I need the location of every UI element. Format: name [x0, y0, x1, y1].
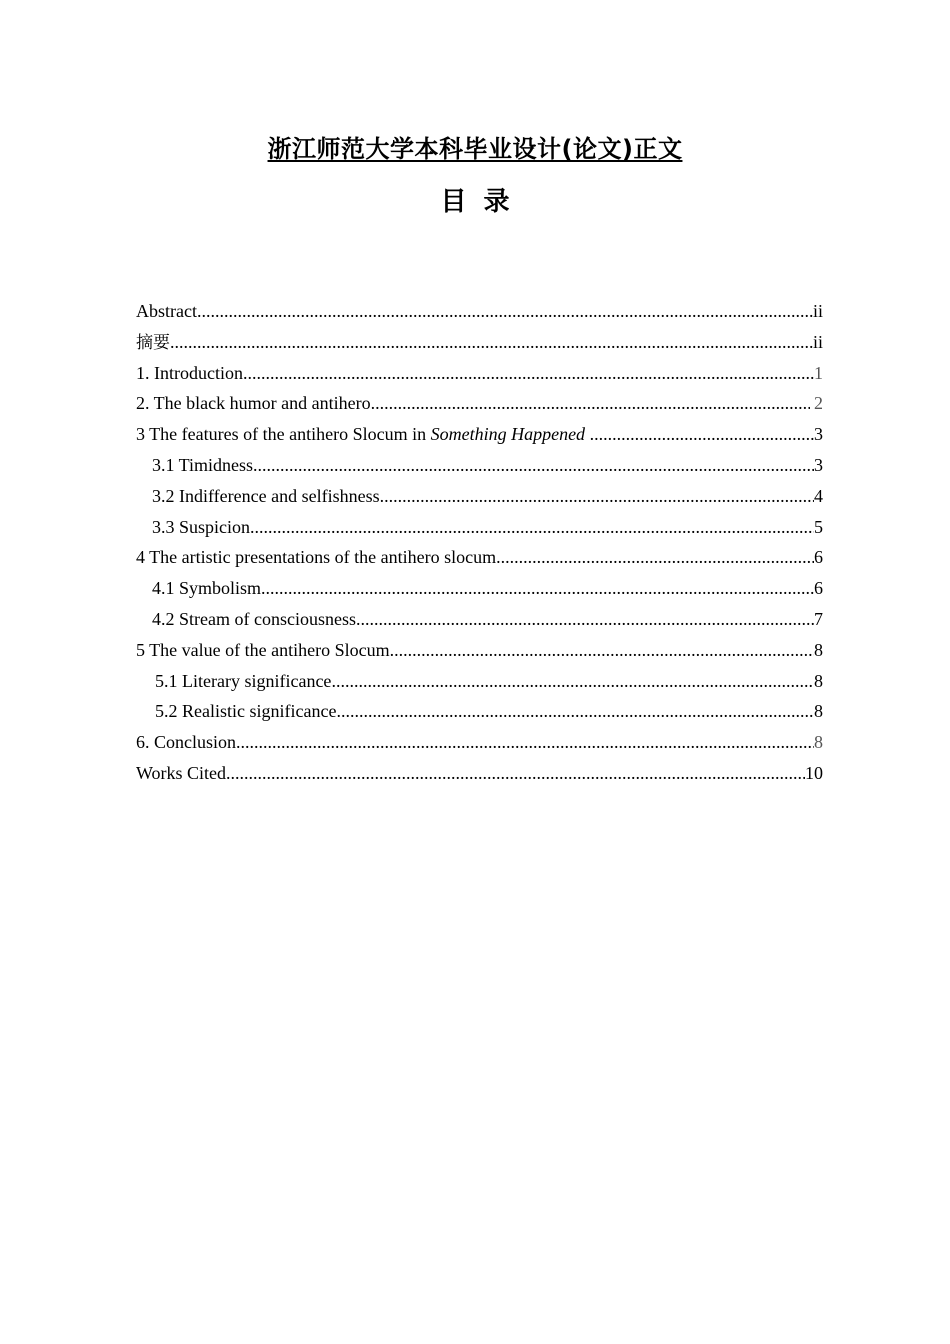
toc-entry-label: 4 The artistic presentations of the antihero slocum [136, 547, 497, 568]
toc-leader-dots [371, 388, 810, 419]
toc-entry-label: 5.2 Realistic significance [155, 701, 337, 722]
toc-entry-page: 6 [814, 578, 823, 599]
toc-leader-dots [261, 573, 814, 604]
toc-leader-dots [226, 758, 805, 789]
toc-leader-dots [590, 419, 814, 450]
toc-entry-page: 8 [814, 670, 823, 691]
toc-entry-literary-significance[interactable] [136, 666, 823, 697]
toc-leader-dots [380, 481, 814, 512]
toc-entry-page: 1 [814, 362, 823, 383]
toc-heading: 目 录 [440, 187, 510, 217]
toc-entry-timidness[interactable] [136, 450, 823, 481]
toc-entry-page: 3 [814, 424, 823, 445]
toc-entry-black-humor[interactable] [136, 388, 823, 419]
toc-entry-page: 2 [809, 393, 823, 414]
toc-entry-label: 6. Conclusion [136, 732, 237, 753]
toc-entry-label-italic: Something Happened [430, 424, 586, 445]
toc-entry-label: 5 The value of the antihero Slocum [136, 639, 390, 660]
toc-entry-label: 4.1 Symbolism [152, 578, 262, 599]
toc-entry-features[interactable] [136, 419, 823, 450]
toc-entry-page: 4 [814, 485, 823, 506]
toc-entry-abstract[interactable] [136, 296, 823, 327]
toc-entry-works-cited[interactable] [136, 758, 823, 789]
toc-entry-page: 8 [814, 639, 823, 660]
document-header-title [0, 132, 950, 166]
toc-entry-page: 5 [814, 516, 823, 537]
toc-entry-page: 10 [805, 762, 823, 783]
table-of-contents [136, 296, 823, 789]
toc-entry-page: 3 [814, 454, 823, 475]
toc-entry-label: Abstract [136, 301, 197, 321]
header-title-text: 浙江师范大学本科毕业设计(论文)正文 [267, 135, 683, 163]
toc-entry-suspicion[interactable] [136, 512, 823, 543]
toc-leader-dots [356, 604, 814, 635]
toc-entry-label: 3.1 Timidness [152, 454, 254, 475]
toc-leader-dots [336, 696, 814, 727]
toc-entry-label [136, 419, 590, 450]
toc-entry-label: 2. The black humor and antihero [136, 393, 371, 414]
toc-entry-page: 8 [814, 732, 823, 753]
toc-entry-label: 3.3 Suspicion [152, 516, 251, 537]
toc-leader-dots [236, 727, 814, 758]
toc-entry-label: 3.2 Indifference and selfishness [152, 485, 380, 506]
toc-entry-realistic-significance[interactable] [136, 696, 823, 727]
toc-leader-dots [243, 358, 814, 389]
toc-entry-page: ii [812, 301, 823, 321]
toc-entry-label [136, 327, 170, 359]
toc-entry-conclusion[interactable] [136, 727, 823, 758]
toc-entry-artistic-presentations[interactable] [136, 542, 823, 573]
toc-entry-symbolism[interactable] [136, 573, 823, 604]
toc-entry-page: 6 [814, 547, 823, 568]
toc-leader-dots [170, 327, 813, 358]
toc-leader-dots [331, 666, 814, 697]
toc-entry-label-text: 3 The features of the antihero Slocum in [136, 424, 431, 445]
toc-entry-chinese-abstract[interactable] [136, 327, 823, 358]
toc-leader-dots [253, 450, 814, 481]
toc-entry-label: 4.2 Stream of consciousness [152, 608, 356, 629]
toc-entry-stream-of-consciousness[interactable] [136, 604, 823, 635]
toc-entry-introduction[interactable] [136, 358, 823, 389]
toc-leader-dots [250, 512, 814, 543]
toc-leader-dots [197, 296, 813, 327]
toc-entry-page: ii [812, 331, 823, 352]
toc-entry-indifference[interactable] [136, 481, 823, 512]
toc-leader-dots [390, 635, 814, 666]
toc-entry-page: 8 [814, 701, 823, 722]
toc-entry-label: Works Cited [136, 762, 227, 783]
toc-leader-dots [496, 542, 814, 573]
toc-entry-label: 5.1 Literary significance [155, 670, 332, 691]
toc-entry-value[interactable] [136, 635, 823, 666]
toc-entry-label-text: 摘要 [136, 332, 170, 353]
toc-entry-label: 1. Introduction [136, 362, 243, 383]
toc-entry-page: 7 [814, 608, 823, 629]
